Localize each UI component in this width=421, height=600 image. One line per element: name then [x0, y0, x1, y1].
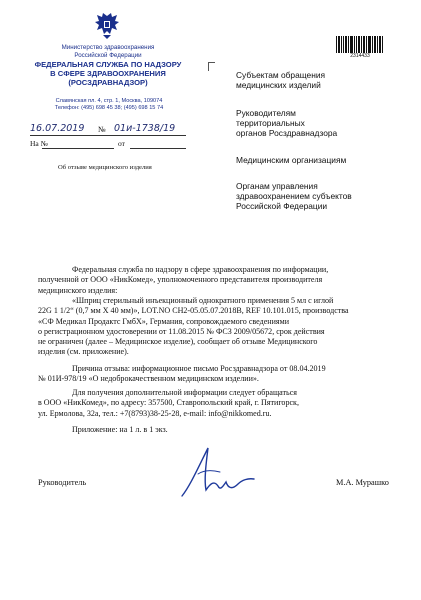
body-line: изделия (см. приложение). [38, 347, 129, 357]
recipient-line: органов Росздравнадзора [236, 128, 338, 139]
recall-reason [38, 364, 386, 385]
contact-paragraph [38, 388, 386, 419]
recipient-line: Органам управления [236, 181, 318, 191]
recipient-line: Руководителям [236, 108, 296, 118]
recipient-block [236, 155, 346, 165]
recipient-line: здравоохранением субъектов [236, 191, 352, 202]
body-line: «Шприц стерильный инъекционный однократного применения 5 мл с иглой [72, 296, 334, 305]
recipient-block [236, 108, 337, 139]
reference-line [30, 139, 186, 151]
divider [130, 148, 186, 149]
ministry-line: Российской Федерации [74, 51, 142, 59]
body-line: медицинского изделия: [38, 285, 118, 295]
signatory-role: Руководитель [38, 478, 87, 487]
attachment-note: Приложение: на 1 л. в 1 экз. [72, 425, 168, 434]
body-line: полученной от ООО «НикКомед», уполномоченного представителя производителя [38, 275, 323, 285]
letter-subject: Об отзыве медицинского изделия [58, 164, 152, 171]
recipient-line: территориальных [236, 118, 305, 129]
body-line: ул. Ермолова, 32а, тел.: +7(8793)38-25-28, e-mail: info@nikkomed.ru. [38, 408, 272, 418]
body-line: Для получения дополнительной информации следует обращаться [72, 388, 298, 397]
body-line: № 01И-978/19 «О недоброкачественном медицинском изделии». [38, 374, 259, 384]
divider [30, 135, 186, 136]
registration-line [30, 123, 186, 137]
address-block [40, 98, 178, 112]
signatory-name: М.А. Мурашко [336, 478, 389, 487]
registration-number: 01и-1738/19 [114, 123, 176, 134]
body-line: Федеральная служба по надзору в сфере здравоохранения по информации, [72, 265, 329, 274]
body-line: «СФ Медикал Продактс ГмбХ», Германия, сопровождаемого сведениями [38, 316, 290, 326]
body-line: 22G 1 1/2“ (0,7 мм Х 40 мм)», LOT.NO CH2-05.05.07.2018B, REF 10.101.015, производства [38, 306, 349, 316]
service-line: В СФЕРЕ ЗДРАВООХРАНЕНИЯ [50, 68, 166, 78]
divider [42, 148, 114, 149]
corner-mark [208, 62, 215, 71]
recipient-line: Субъектам обращения [236, 70, 326, 80]
service-name [30, 61, 186, 87]
service-line: (РОСЗДРАВНАДЗОР) [68, 77, 148, 87]
ministry-line: Министерство здравоохранения [61, 44, 155, 51]
service-line: ФЕДЕРАЛЬНАЯ СЛУЖБА ПО НАДЗОРУ [34, 60, 182, 69]
barcode-number: 2314433 [350, 53, 370, 59]
body-paragraph [38, 265, 386, 296]
body-line: о регистрационном удостоверении от 11.08.2015 № ФСЗ 2009/05672, срок действия [38, 326, 325, 336]
coat-of-arms-icon [94, 12, 120, 40]
on-from-label: от [118, 139, 125, 148]
registration-number-label: № [98, 125, 106, 134]
on-number-label: На № [30, 139, 48, 148]
device-description [38, 296, 386, 358]
recipient-block [236, 70, 325, 90]
recipient-line: Российской Федерации [236, 201, 328, 212]
registration-date: 16.07.2019 [30, 123, 85, 134]
barcode-icon [336, 36, 384, 53]
phone-line: Телефон: (495) 698 45 38; (495) 698 15 74 [54, 105, 164, 111]
body-line: в ООО «НикКомед», по адресу: 357500, Ставропольский край, г. Пятигорск, [38, 398, 299, 408]
recipient-line: Медицинским организациям [236, 155, 347, 165]
body-line: не ограничен (далее – Медицинское изделие), сообщает об отзыве Медицинского [38, 337, 318, 347]
address-line: Славянская пл. 4, стр. 1, Москва, 109074 [55, 98, 163, 104]
signature-image [168, 444, 256, 500]
recipient-block [236, 181, 352, 212]
ministry-name [40, 44, 176, 59]
body-line: Причина отзыва: информационное письмо Росздравнадзора от 08.04.2019 [72, 364, 326, 373]
recipient-line: медицинских изделий [236, 80, 321, 91]
